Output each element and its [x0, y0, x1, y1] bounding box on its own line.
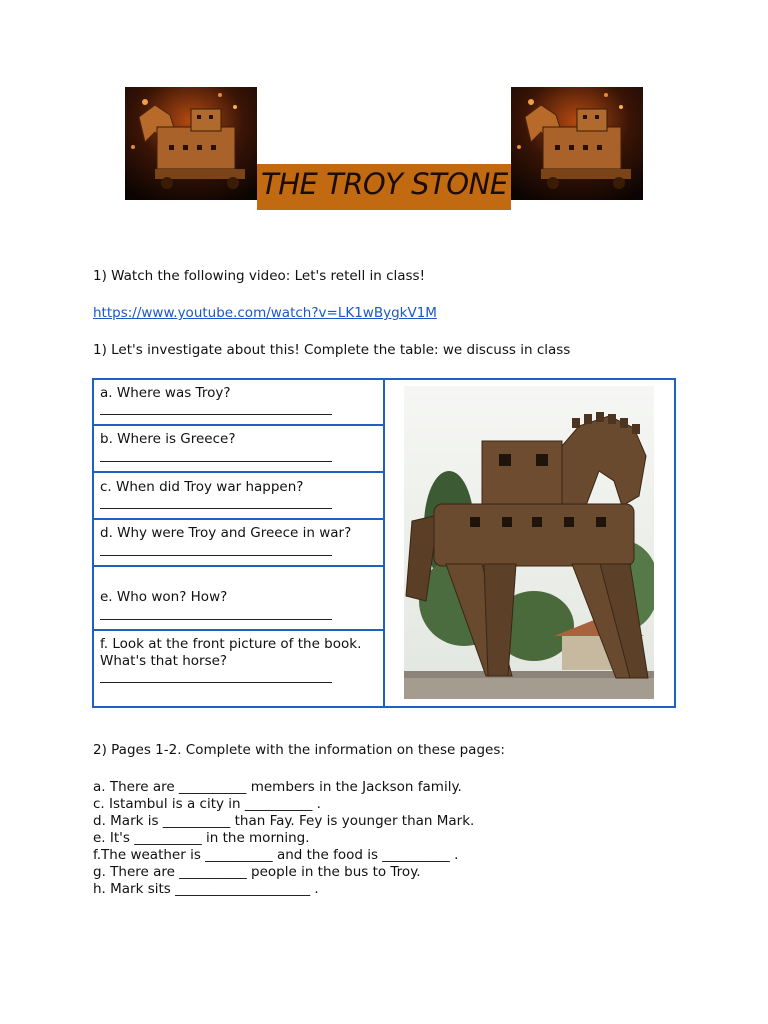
- video-instruction: 1) Watch the following video: Let's retell in class!: [93, 268, 426, 284]
- wooden-horse-photo: [404, 386, 654, 699]
- fill-in-item-e: e. It's __________ in the morning.: [93, 830, 310, 846]
- fill-in-item-a: a. There are __________ members in the Jackson family.: [93, 779, 462, 795]
- trojan-horse-fire-image-left: [125, 87, 257, 200]
- page-title: THE TROY STONE: [261, 167, 508, 201]
- trojan-horse-fire-image-right: [511, 87, 643, 200]
- table-row-divider: [92, 471, 384, 473]
- question-a: a. Where was Troy?: [100, 385, 231, 401]
- table-row-divider: [92, 629, 384, 631]
- table-row-divider: [92, 565, 384, 567]
- question-d: d. Why were Troy and Greece in war?: [100, 525, 352, 541]
- question-e: e. Who won? How?: [100, 589, 228, 605]
- answer-line-d[interactable]: [100, 555, 332, 556]
- answer-line-c[interactable]: [100, 508, 332, 509]
- answer-line-f[interactable]: [100, 682, 332, 683]
- table-row-divider: [92, 424, 384, 426]
- question-b: b. Where is Greece?: [100, 431, 236, 447]
- fill-in-item-f: f.The weather is __________ and the food is __________ .: [93, 847, 459, 863]
- question-c: c. When did Troy war happen?: [100, 479, 304, 495]
- table-column-divider: [383, 378, 385, 708]
- table-instruction: 1) Let's investigate about this! Complete the table: we discuss in class: [93, 342, 571, 358]
- answer-line-e[interactable]: [100, 619, 332, 620]
- section2-instruction: 2) Pages 1-2. Complete with the information on these pages:: [93, 742, 505, 758]
- answer-line-a[interactable]: [100, 414, 332, 415]
- question-f: f. Look at the front picture of the book. What's that horse?: [100, 636, 362, 669]
- fill-in-item-d: d. Mark is __________ than Fay. Fey is younger than Mark.: [93, 813, 475, 829]
- fill-in-item-g: g. There are __________ people in the bus to Troy.: [93, 864, 421, 880]
- fill-in-item-h: h. Mark sits ____________________ .: [93, 881, 319, 897]
- table-row-divider: [92, 518, 384, 520]
- title-banner: [257, 164, 511, 210]
- youtube-link[interactable]: https://www.youtube.com/watch?v=LK1wBygkV1M: [93, 305, 437, 321]
- fill-in-item-c: c. Istambul is a city in __________ .: [93, 796, 321, 812]
- answer-line-b[interactable]: [100, 461, 332, 462]
